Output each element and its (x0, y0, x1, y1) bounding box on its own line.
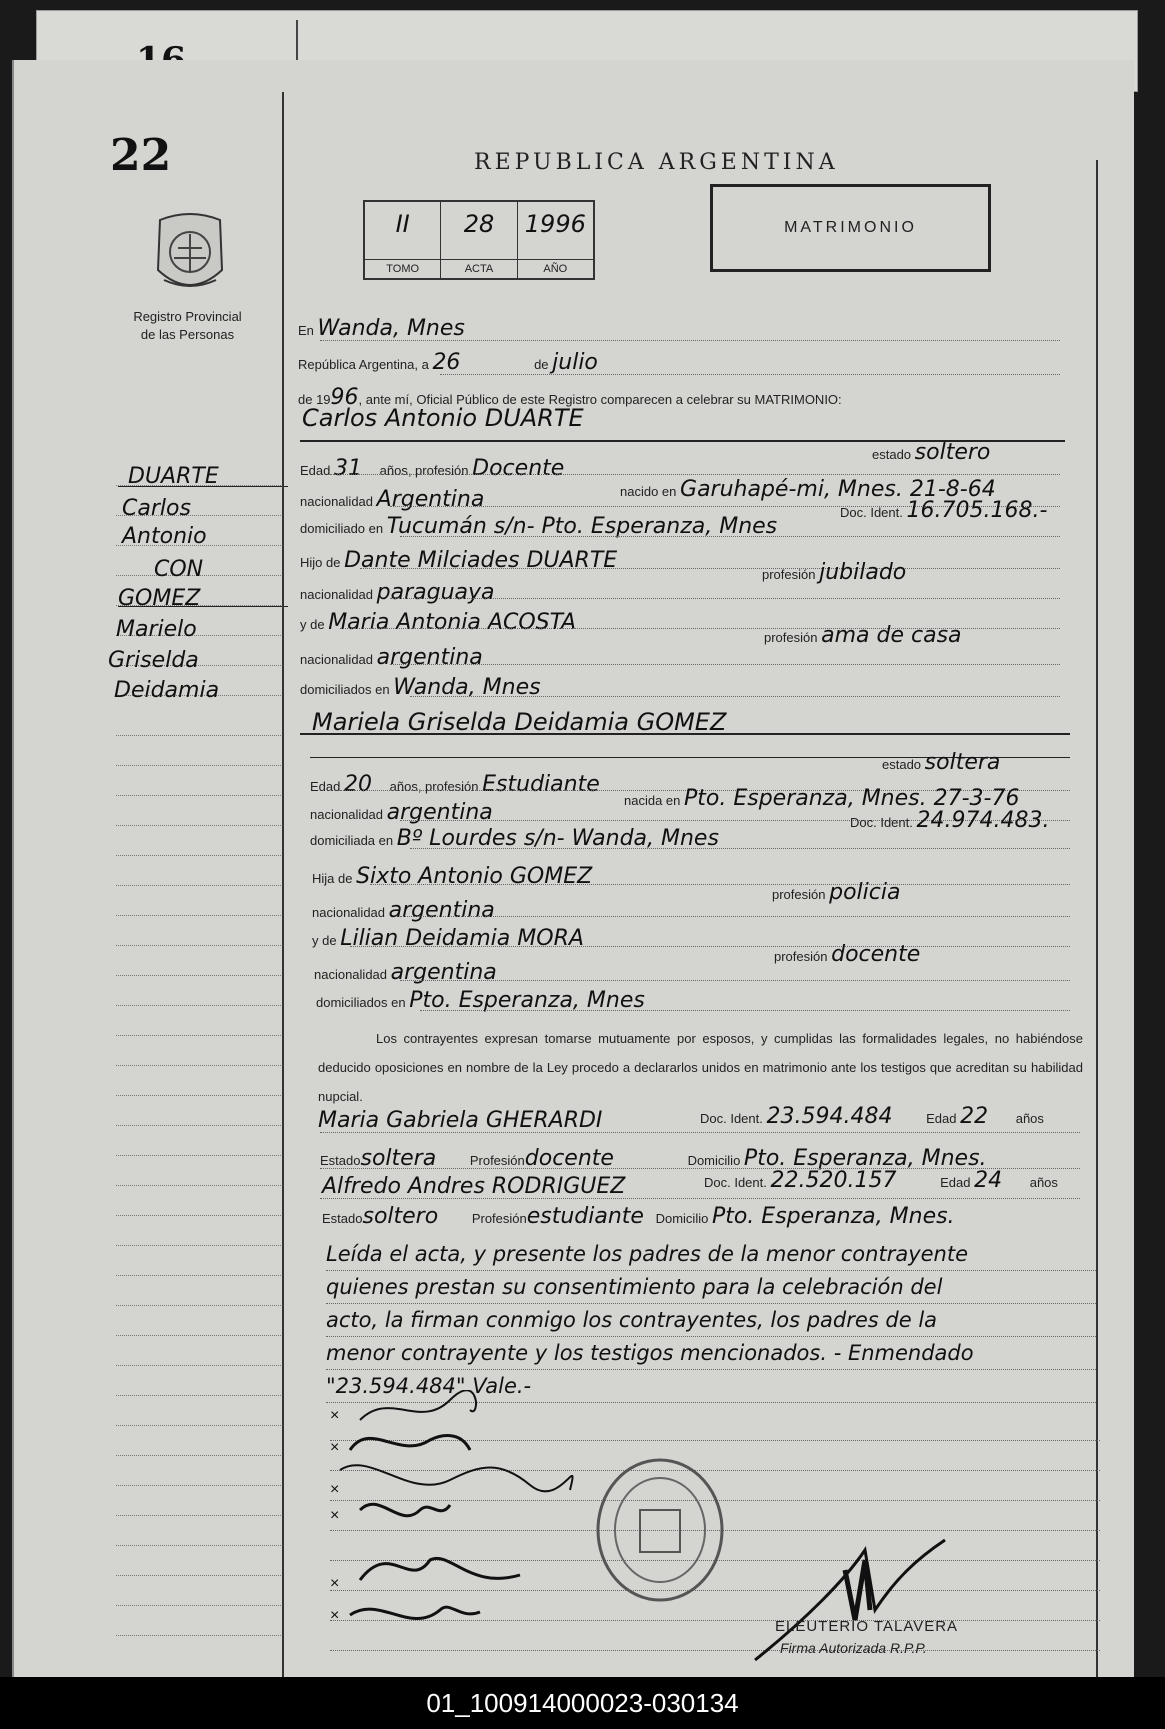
bride-padre-prof-row (772, 880, 900, 905)
note-line: Leída el acta, y presente los padres de la menor contrayente (326, 1238, 1096, 1271)
anos-label: años (1029, 1175, 1058, 1190)
acta-cell (441, 202, 517, 278)
nacionalidad-label: nacionalidad (310, 807, 384, 822)
profesion-label: profesión (774, 949, 828, 964)
year-suffix: 96 (330, 385, 359, 410)
right-border (1096, 160, 1098, 1677)
declaration-text: Los contrayentes expresan tomarse mutuamente por esposos, y cumplidas las formalidades legales, no habiéndose deducido oposiciones en nombre de la Ley procedo a declararlos unidos en matrimonio ante los testigos que acreditan su habilidad nupcial. (318, 1031, 1083, 1104)
anos-label: años (1015, 1111, 1044, 1126)
witness1-domicilio: Pto. Esperanza, Mnes. (743, 1146, 987, 1171)
de-label: de (534, 357, 549, 372)
profesion-label: Profesión (469, 1153, 525, 1168)
year-prefix: de 19 (298, 392, 331, 407)
profesion-label: Profesión (471, 1211, 527, 1226)
madre-value: Maria Antonia ACOSTA (328, 610, 577, 635)
bride-edad-row (310, 772, 600, 797)
registry-label (115, 308, 260, 344)
day-value: 26 (432, 350, 461, 375)
main-border (282, 92, 284, 1677)
margin-name: Griselda (108, 648, 199, 673)
bride-separator (300, 733, 1070, 735)
fill-line (400, 980, 1070, 981)
groom-name: Carlos Antonio DUARTE (302, 404, 584, 432)
provincial-seal-icon (150, 210, 230, 298)
fill-line (390, 598, 1060, 599)
nacido-value: Garuhapé-mi, Mnes. 21-8-64 (680, 477, 996, 502)
edad-label: Edad (300, 463, 331, 478)
bride-padre-nac-row (312, 898, 495, 923)
fill-line (440, 374, 1060, 375)
doc-label: Doc. Ident. (840, 505, 903, 520)
groom-madre-nac-row (300, 645, 483, 670)
note-line: acto, la firman conmigo los contrayentes, los padres de la (326, 1304, 1096, 1337)
witness2-name: Alfredo Andres RODRIGUEZ (322, 1174, 626, 1199)
note-line: "23.594.484" Vale.- (326, 1370, 1096, 1403)
intro-text: , ante mí, Oficial Público de este Registro comparecen a celebrar su MATRIMONIO: (358, 392, 842, 407)
fill-line (390, 664, 1060, 665)
bride-nacionalidad-row (310, 800, 493, 825)
nacionalidad-label: nacionalidad (314, 967, 388, 982)
margin-name: CON (154, 557, 204, 582)
registry-line-1: Registro Provincial (133, 309, 242, 324)
fill-line (400, 536, 1060, 537)
domicilio-label: Domicilio (687, 1153, 741, 1168)
domicilio-label: domiciliada en (310, 833, 394, 848)
edad-value: 20 (344, 772, 372, 797)
madre-prof-value: ama de casa (821, 623, 962, 648)
ano-cell (518, 202, 593, 278)
madre-nac-value: argentina (376, 645, 483, 670)
padre-prof-value: policia (829, 880, 901, 905)
profesion-label: profesión (764, 630, 818, 645)
month-value: julio (552, 350, 598, 375)
fill-line (410, 696, 1060, 697)
hijo-label: Hijo de (300, 555, 341, 570)
nacionalidad-label: nacionalidad (300, 587, 374, 602)
groom-padre-nac-row (300, 580, 495, 605)
groom-madre-row (300, 610, 576, 635)
padre-value: Sixto Antonio GOMEZ (356, 864, 593, 889)
padre-nac-value: argentina (388, 898, 495, 923)
domicilio-label: Domicilio (655, 1211, 709, 1226)
margin-name: GOMEZ (118, 586, 201, 611)
witness2-edad: 24 (974, 1168, 1003, 1193)
margin-underline (118, 486, 288, 487)
edad-value: 31 (334, 456, 362, 481)
intro-date-row (298, 350, 598, 375)
madre-nac-value: argentina (390, 960, 497, 985)
domicilio-value: Tucumán s/n- Pto. Esperanza, Mnes (386, 514, 778, 539)
svg-text:×: × (330, 1507, 340, 1524)
nacida-value: Pto. Esperanza, Mnes. 27-3-76 (684, 786, 1020, 811)
svg-text:×: × (330, 1439, 340, 1456)
fill-line (370, 884, 1070, 885)
edad-label: Edad (310, 779, 341, 794)
madre-value: Lilian Deidamia MORA (340, 926, 584, 951)
footer-id: 01_100914000023-030134 (0, 1677, 1165, 1729)
profesion-label: profesión (762, 567, 816, 582)
estado-label: estado (882, 757, 922, 772)
witness1-doc: 23.594.484 (766, 1104, 893, 1129)
official-stamp-icon (585, 1455, 735, 1605)
profesion-value: Docente (472, 456, 565, 481)
domiciliados-label: domiciliados en (316, 995, 406, 1010)
witness1-name-row (318, 1108, 602, 1133)
edad-label: Edad (926, 1111, 957, 1126)
bride-doc-row (850, 808, 1049, 833)
profesion-label: profesión (772, 887, 826, 902)
tomo-value: II (395, 210, 410, 238)
doc-value: 24.974.483. (916, 808, 1050, 833)
ano-value: 1996 (524, 210, 586, 238)
nacionalidad-label: nacionalidad (300, 652, 374, 667)
domiciliados-value: Wanda, Mnes (393, 675, 541, 700)
madre-prof-value: docente (831, 942, 921, 967)
acta-label: ACTA (441, 259, 516, 278)
official-title: Firma Autorizada R.P.P. (780, 1640, 927, 1656)
fill-line (320, 340, 1060, 341)
fill-line (320, 1198, 1080, 1199)
padre-prof-value: jubilado (819, 560, 907, 585)
witness2-doc: 22.520.157 (770, 1168, 897, 1193)
groom-estado-row (872, 440, 990, 465)
groom-hijo-row (300, 548, 617, 573)
nacionalidad-label: nacionalidad (312, 905, 386, 920)
estado-label: Estado (320, 1153, 361, 1168)
estado-value: soltero (914, 440, 991, 465)
witness1-profesion: docente (524, 1146, 614, 1171)
left-page-number: 22 (110, 130, 172, 181)
witness1-estado: soltera (360, 1146, 437, 1171)
document-type-box: MATRIMONIO (710, 184, 991, 272)
profesion-label: años, profesión (389, 779, 479, 794)
nacionalidad-value: argentina (386, 800, 493, 825)
edad-label: Edad (940, 1175, 971, 1190)
groom-madre-prof-row (764, 623, 962, 648)
note-line: quienes prestan su consentimiento para la celebración del (326, 1271, 1096, 1304)
witness1-name: Maria Gabriela GHERARDI (318, 1108, 603, 1133)
tomo-label: TOMO (365, 259, 440, 278)
republica-label: República Argentina, a (298, 357, 429, 372)
bride-madre-prof-row (774, 942, 920, 967)
witness2-doc-row (704, 1168, 1058, 1193)
nacido-label: nacido en (620, 484, 677, 499)
fill-line (360, 568, 1060, 569)
fill-line (410, 848, 1070, 849)
profesion-value: Estudiante (482, 772, 600, 797)
margin-name: Antonio (122, 524, 207, 549)
groom-nacionalidad-row (300, 487, 484, 512)
fill-line (400, 916, 1070, 917)
bride-name: Mariela Griselda Deidamia GOMEZ (312, 708, 727, 736)
svg-text:×: × (330, 1481, 340, 1498)
witness2-name-row (322, 1174, 625, 1199)
profesion-label: años, profesión (379, 463, 469, 478)
doc-label: Doc. Ident. (704, 1175, 767, 1190)
domicilio-value: Bº Lourdes s/n- Wanda, Mnes (396, 826, 719, 851)
tomo-cell (365, 202, 441, 278)
domicilio-label: domiciliado en (300, 521, 384, 536)
en-label: En (298, 323, 314, 338)
witness2-domicilio: Pto. Esperanza, Mnes. (711, 1204, 955, 1229)
ano-label: AÑO (518, 259, 593, 278)
witness2-estado: soltero (362, 1204, 439, 1229)
bride-hija-row (312, 864, 592, 889)
svg-text:×: × (330, 1607, 340, 1624)
nacida-label: nacida en (624, 793, 681, 808)
domiciliados-label: domiciliados en (300, 682, 390, 697)
nacionalidad-label: nacionalidad (300, 494, 374, 509)
margin-name: Deidamia (114, 678, 220, 703)
place-value: Wanda, Mnes (317, 316, 465, 341)
padre-nac-value: paraguaya (376, 580, 495, 605)
margin-name: Marielo (116, 617, 197, 642)
groom-padre-prof-row (762, 560, 906, 585)
acta-value: 28 (463, 210, 495, 238)
record-box (363, 200, 595, 280)
notes-block (326, 1238, 1096, 1403)
yde-label: y de (312, 933, 337, 948)
note-line: menor contrayente y los testigos mencionados. - Enmendado (326, 1337, 1096, 1370)
hija-label: Hija de (312, 871, 353, 886)
padre-value: Dante Milciades DUARTE (344, 548, 618, 573)
fill-line (320, 1132, 1080, 1133)
groom-edad-row (300, 456, 564, 481)
bride-madre-row (312, 926, 584, 951)
svg-text:×: × (330, 1575, 340, 1592)
witness1-edad: 22 (960, 1104, 989, 1129)
groom-doc-row (840, 498, 1047, 523)
witness2-estado-row (322, 1204, 955, 1229)
intro-place-row (298, 316, 465, 341)
domiciliados-value: Pto. Esperanza, Mnes (409, 988, 645, 1013)
margin-name: Carlos (122, 496, 191, 521)
estado-label: estado (872, 447, 912, 462)
estado-label: Estado (322, 1211, 363, 1226)
nacionalidad-value: Argentina (376, 487, 485, 512)
svg-text:×: × (330, 1407, 340, 1424)
margin-name: DUARTE (128, 464, 219, 489)
fill-line (420, 1010, 1070, 1011)
witness2-profesion: estudiante (526, 1204, 644, 1229)
official-name: ELEUTERIO TALAVERA (775, 1618, 959, 1635)
fill-line (330, 474, 1060, 475)
witness1-doc-row (700, 1104, 1044, 1129)
doc-value: 16.705.168.- (906, 498, 1048, 523)
doc-label: Doc. Ident. (850, 815, 913, 830)
margin-underline (118, 606, 288, 607)
yde-label: y de (300, 617, 325, 632)
estado-value: soltera (924, 750, 1001, 775)
bride-madre-nac-row (314, 960, 497, 985)
doc-label: Doc. Ident. (700, 1111, 763, 1126)
fill-line (350, 946, 1070, 947)
bride-estado-row (882, 750, 1000, 775)
page-title: REPUBLICA ARGENTINA (474, 150, 839, 175)
registry-line-2: de las Personas (140, 327, 235, 342)
